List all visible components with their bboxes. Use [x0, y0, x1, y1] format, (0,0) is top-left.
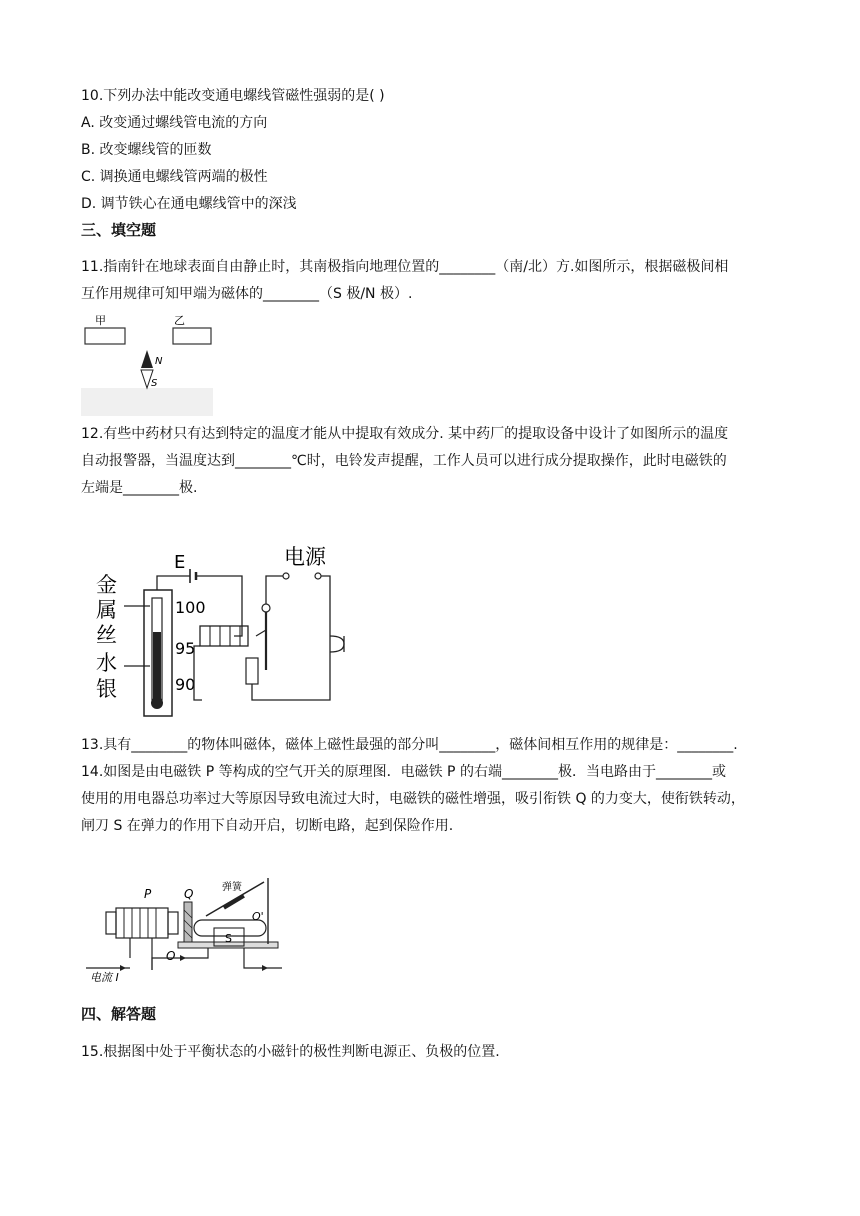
label-p: P: [144, 887, 152, 901]
mercury-column: [153, 632, 161, 700]
scale-95: 95: [175, 639, 196, 658]
label-current: 电流 I: [90, 971, 119, 982]
label-shu: 属: [96, 598, 117, 622]
label-shui: 水: [96, 651, 117, 675]
label-jin: 金: [96, 573, 117, 597]
battery-label: E: [174, 552, 186, 573]
section-heading-fill-in: 三、填空题: [81, 221, 157, 239]
compass-needle-north: [141, 350, 153, 368]
q12-line-3: 左端是________极.: [81, 480, 198, 496]
magnet-right-end: [173, 328, 211, 344]
contact-point: [262, 604, 270, 612]
label-s: S: [151, 378, 158, 389]
label-jia: 甲: [95, 314, 106, 327]
q12-line-1: 12.有些中药材只有达到特定的温度才能从中提取有效成分. 某中药厂的提取设备中设计了如图所示的温度: [81, 426, 729, 442]
q15-line: 15.根据图中处于平衡状态的小磁针的极性判断电源正、负极的位置.: [81, 1044, 500, 1060]
q10-option-c: C. 调换通电螺线管两端的极性: [81, 169, 268, 185]
q10-stem: 10.下列办法中能改变通电螺线管磁性强弱的是( ): [81, 88, 385, 104]
label-yi: 乙: [174, 314, 185, 327]
q10-option-b: B. 改变螺线管的匝数: [81, 142, 212, 158]
q13-line: 13.具有________的物体叫磁体，磁体上磁性最强的部分叫________，磁体间相互作用的规律是：________.: [81, 737, 738, 753]
label-yin: 银: [96, 677, 117, 701]
label-spring: 弹簧: [222, 882, 242, 893]
q12-line-2: 自动报警器，当温度达到________℃时，电铃发声提醒，工作人员可以进行成分提取操作，此时电磁铁的: [81, 453, 727, 469]
power-source-label: 电源: [284, 545, 326, 569]
label-si: 丝: [96, 623, 117, 647]
label-n: N: [155, 356, 163, 367]
magnet-left-end: [85, 328, 125, 344]
label-o-prime: O': [252, 910, 264, 923]
q11-line-2: 互作用规律可知甲端为磁体的________（S 极/N 极）.: [81, 286, 413, 302]
q14-line-3: 闸刀 S 在弹力的作用下自动开启，切断电路，起到保险作用.: [81, 818, 454, 834]
core-left-cap: [106, 912, 116, 934]
scale-90: 90: [175, 675, 196, 694]
figure-shadow: [81, 388, 213, 416]
bell-icon: [330, 636, 344, 652]
scale-100: 100: [175, 598, 206, 617]
label-s: S: [225, 932, 232, 945]
q14-line-2: 使用的用电器总功率过大等原因导致电流过大时，电磁铁的磁性增强，吸引衔铁 Q 的力变大，使衔铁转动，: [81, 791, 745, 807]
q12-temperature-alarm-figure: [90, 540, 360, 720]
armature-q: [184, 902, 192, 948]
q14-air-switch-figure: [86, 858, 286, 982]
core-right-cap: [168, 912, 178, 934]
armature-base: [246, 658, 258, 684]
section-heading-answers: 四、解答题: [81, 1005, 157, 1023]
q11-compass-figure: [81, 306, 213, 416]
label-o: O: [166, 949, 176, 963]
thermometer-bulb: [151, 697, 163, 709]
q11-line-1: 11.指南针在地球表面自由静止时，其南极指向地理位置的________（南/北）方.如图所示，根据磁极间相: [81, 259, 729, 275]
label-q: Q: [184, 887, 194, 901]
q14-line-1: 14.如图是由电磁铁 P 等构成的空气开关的原理图．电磁铁 P 的右端________极．当电路由于________或: [81, 764, 726, 780]
q10-option-a: A. 改变通过螺线管电流的方向: [81, 115, 268, 131]
q10-option-d: D. 调节铁心在通电螺线管中的深浅: [81, 196, 297, 212]
